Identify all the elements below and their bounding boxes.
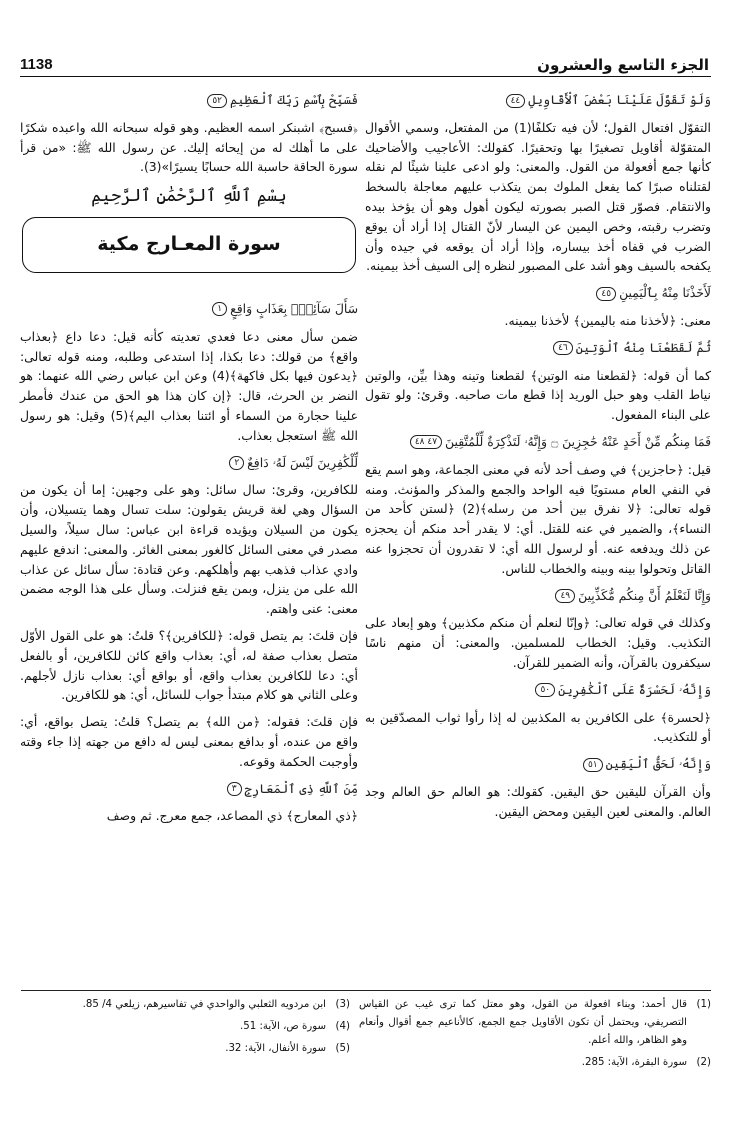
verse-number: ٣	[227, 782, 242, 796]
footnote	[20, 1040, 350, 1058]
verse-line	[20, 299, 358, 319]
verse-text: لَأَخَذْنَا مِنْهُ بِٱلْيَمِينِ	[619, 285, 711, 301]
footnote	[359, 1054, 711, 1072]
commentary-paragraph: وكذلك في قوله تعالى: ﴿وإنّا لنعلم أن منكم مكذبين﴾ وهو إبعاد على التكذيب. وقيل: الخطاب للمسلمين. والمعنى: أن منهم ناسًا سيكفرون بالقرآن، وأنه الضمير للقرآن.	[365, 615, 711, 670]
verse-text: وَإِنَّا لَنَعْلَمُ أَنَّ مِنكُم مُّكَذِّبِينَ	[578, 587, 711, 603]
surah-title: سورة المعـارج مكية	[97, 233, 281, 256]
commentary-paragraph: فإن قلتَ: بم يتصل قوله: ﴿للكافرين﴾؟ قلتُ: هو على القول الأوّل متصل بعذاب صفة له، أي: بعذاب واقع كائن للكافرين، أو بالفعل أي: دعا للكافرين بعذاب واقع، أو بواقع أي: بعذاب نازل لأجلهم. وعلى الثاني هو كلام مبتدأ جواب للسائل، أي: هو للكافرين.	[20, 627, 358, 703]
verse-line	[20, 90, 358, 110]
footnote-text: سورة ص، الآية: 51.	[240, 1021, 326, 1032]
verse-text: سَأَلَ سَآئِلٌۢ بِعَذَابٍ وَاقِعٍ	[230, 300, 358, 316]
verse-number: ٤٧ ٤٨	[410, 435, 442, 449]
verse-number: ٤٩	[555, 589, 575, 603]
verse-text: وَإِنَّهُۥ لَحَسْرَةٌ عَلَى ٱلْكَٰفِرِينَ	[558, 681, 711, 697]
verse-text: ثُمَّ لَقَطَعْنَا مِنْهُ ٱلْوَتِينَ	[575, 339, 711, 355]
verse-text: وَلَوْ تَقَوَّلَ عَلَيْنَا بَعْضَ ٱلْأَقَاوِيلِ	[528, 92, 711, 107]
verse-number: ٤٦	[553, 341, 573, 355]
footnote-text: ابن مردويه الثعلبي والواحدي في تفاسيرهم، زيلعي 4/ 85.	[82, 999, 326, 1010]
verse-number: ٤٥	[596, 287, 616, 301]
commentary-paragraph: قيل: ﴿حاجزين﴾ في وصف أحد لأنه في معنى الجماعة، وهو اسم يقع في النفي العام مستويًا فيه الواحد والجمع والمذكر والمؤنث. ومنه قوله تعالى: ﴿لا نفرق بين أحد من رسله﴾(2) ﴿لستن كأحد من النساء﴾، والضمير في عنه للقتل. أي: لا يقدر أحد منكم أن يحجزه عن ذلك ويدفعه عنه. أو لرسول الله أي: لا تقدرون أن تحجزوا عنه القاتل وتحولوا بينه وبينه والخطاب للناس.	[365, 461, 711, 576]
commentary-paragraph: ﴿ذي المعارج﴾ ذي المصاعد، جمع معرج. ثم وصف	[106, 808, 358, 824]
footnote-separator	[21, 990, 711, 991]
verse-line	[20, 779, 358, 799]
footnote	[20, 1018, 350, 1036]
right-column	[365, 88, 711, 829]
verse-line	[365, 90, 711, 110]
verse-text: فَمَا مِنكُم مِّنْ أَحَدٍ عَنْهُ حَٰجِزِينَ ۝ وَإِنَّهُۥ لَتَذْكِرَةٌ لِّلْمُتَّقِينَ	[445, 433, 711, 449]
footnotes-left	[20, 996, 350, 1062]
left-column	[20, 88, 358, 833]
footnote-text: سورة البقرة، الآية: 285.	[581, 1057, 687, 1068]
footnote-number: (5)	[335, 1043, 350, 1054]
verse-line	[365, 283, 711, 303]
footnote-number: (1)	[696, 999, 711, 1010]
verse-number: ٥٠	[535, 683, 555, 697]
verse-line	[20, 453, 358, 473]
footnote-text: قال أحمد: وبناء افعولة من القول، وهو معتل كما ترى غيب عن القياس التصريفي، ويحتمل أن تكون الأقاويل جمع الجمع، كالأناعيم جمع أقوال وأنعام وهو الظاهر، والله أعلم.	[359, 999, 687, 1046]
running-title: الجزء التاسع والعشرون	[537, 56, 709, 74]
commentary-paragraph: فإن قلتَ: فقوله: ﴿من الله﴾ بم يتصل؟ قلتُ: يتصل بواقع، أي: واقع من عنده، أو بدافع بمعنى ليس له دافع من جهته إذا جاء وقته وأوجبت الحكمة وقوعه.	[20, 714, 358, 769]
footnote	[20, 996, 350, 1014]
verse-text: وَإِنَّهُۥ لَحَقُّ ٱلْيَقِينِ	[605, 756, 711, 772]
commentary-paragraph: معنى: ﴿لأخذنا منه باليمين﴾ لأخذنا بيمينه.	[504, 312, 711, 328]
verse-text: مِّنَ ٱللَّهِ ذِى ٱلْمَعَارِجِ	[244, 780, 358, 796]
commentary-paragraph: ﴿فسبح﴾ اشبنكر اسمه العظيم. وهو قوله سبحانه الله واعبده شكرًا على ما أهلك له من إيحائه إليك. عن رسول الله ﷺ: «من قرأ سورة الحاقة حاسبة الله حسابًا يسيرًا»(3).	[20, 119, 358, 175]
verse-number: ٢	[229, 456, 244, 470]
commentary-paragraph: ﴿لحسرة﴾ على الكافرين به المكذبين له إذا رأوا ثواب المصدّقين به أو للتكذيب.	[365, 709, 711, 745]
verse-text: لِّلْكَٰفِرِينَ لَيْسَ لَهُۥ دَافِعٌ	[247, 454, 358, 470]
basmala: بِسْمِ ٱللَّهِ ٱلرَّحْمَٰنِ ٱلرَّحِيمِ	[91, 186, 287, 207]
verse-number: ١	[212, 302, 227, 316]
verse-number: ٥٢	[207, 94, 227, 108]
surah-title-box	[22, 217, 356, 273]
verse-line	[365, 680, 711, 700]
footnote	[359, 996, 711, 1050]
footnote-number: (4)	[335, 1021, 350, 1032]
commentary-paragraph: التقوّل افتعال القول؛ لأن فيه تكلفًا(1) من المفتعل، وسمي الأقوال المتقوّلة أقاويل تصغيرًا بها وتحقيرًا. كقولك: الأعاجيب والأضاحيك كأنها جمع أفعولة من القول. والمعنى: ولو ادعى علينا شيئًا لم نقله لقتلناه صبرًا كما يفعل الملوك بمن يتكذب عليهم معاجلة بالسخط والانتقام. فصوّر قتل الصبر بصورته ليكون أهول وهو أن يؤخذ بيده وتضرب رقبته، وخص اليمين عن اليسار لأنّ القتال إذا أراد أن يوقع الضرب في قفاه أخذ بيساره، وإذا أراد أن يوقعه في جيده وأن يكفحه بالسيف وهو أشد على المصبور لنظره إلى السيف أخذ بيمينه.	[365, 119, 711, 274]
commentary-paragraph: ضمن سأل معنى دعا فعدي تعديته كأنه قيل: دعا داع ﴿بعذاب واقع﴾ من قولك: دعا بكذا، إذا استدعى وطلبه، ومنه قوله تعالى: ﴿يدعون فيها بكل فاكهة﴾(4) وعن ابن عباس رضي الله عنهما: هو النضر بن الحرث، قال: ﴿إن كان هذا هو الحق من عندك فأمطر علينا حجارة من السماء أو ائتنا بعذاب اليم﴾(5) وقيل: هو رسول الله ﷺ استعجل بعذاب.	[20, 328, 358, 443]
verse-line	[365, 586, 711, 606]
verse-number: ٤٤	[506, 94, 526, 108]
commentary-paragraph: وأن القرآن لليقين حق اليقين. كقولك: هو العالم حق العالم وجد العالم. والمعنى لعين اليقين ومحض اليقين.	[365, 783, 711, 819]
verse-text: فَسَبِّحْ بِٱسْمِ رَبِّكَ ٱلْعَظِيمِ	[230, 92, 358, 107]
commentary-paragraph: للكافرين، وقرئ: سال سائل: وهو على وجهين: إما أن يكون من السؤال وهي لغة قريش يقولون: سلت تسال وهما يتسيلان، وأن يكون من السيلان ويؤيده قراءة ابن عباس: سال سيلاً، والسيل مصدر في معنى السائل كالغور بمعنى الغائر. والمعنى: اندفع عليهم وادي عذاب فذهب بهم وأهلكهم. وعن قتادة: سأل سائل عن عذاب الله على من ينزل، وبمن يقع فنزلت. وسأل على هذا الوجه مضمن معنى: عنى واهتم.	[20, 482, 358, 617]
verse-number: ٥١	[583, 758, 603, 772]
page-header	[20, 50, 711, 77]
verse-line	[365, 754, 711, 774]
footnote-number: (3)	[335, 999, 350, 1010]
verse-line	[365, 338, 711, 358]
commentary-paragraph: كما أن قوله: ﴿لقطعنا منه الوتين﴾ لقطعنا وتينه وهذا بيِّن، والوتين نياط القلب وهو حبل الوريد إذا قطع مات صاحبه. وقرئ: ولو تقول على البناء المفعول.	[365, 367, 711, 423]
page-number: 1138	[20, 56, 53, 73]
verse-line	[365, 432, 711, 452]
footnote-text: سورة الأنفال، الآية: 32.	[225, 1043, 326, 1054]
footnote-number: (2)	[696, 1057, 711, 1068]
footnotes-right	[359, 996, 711, 1076]
